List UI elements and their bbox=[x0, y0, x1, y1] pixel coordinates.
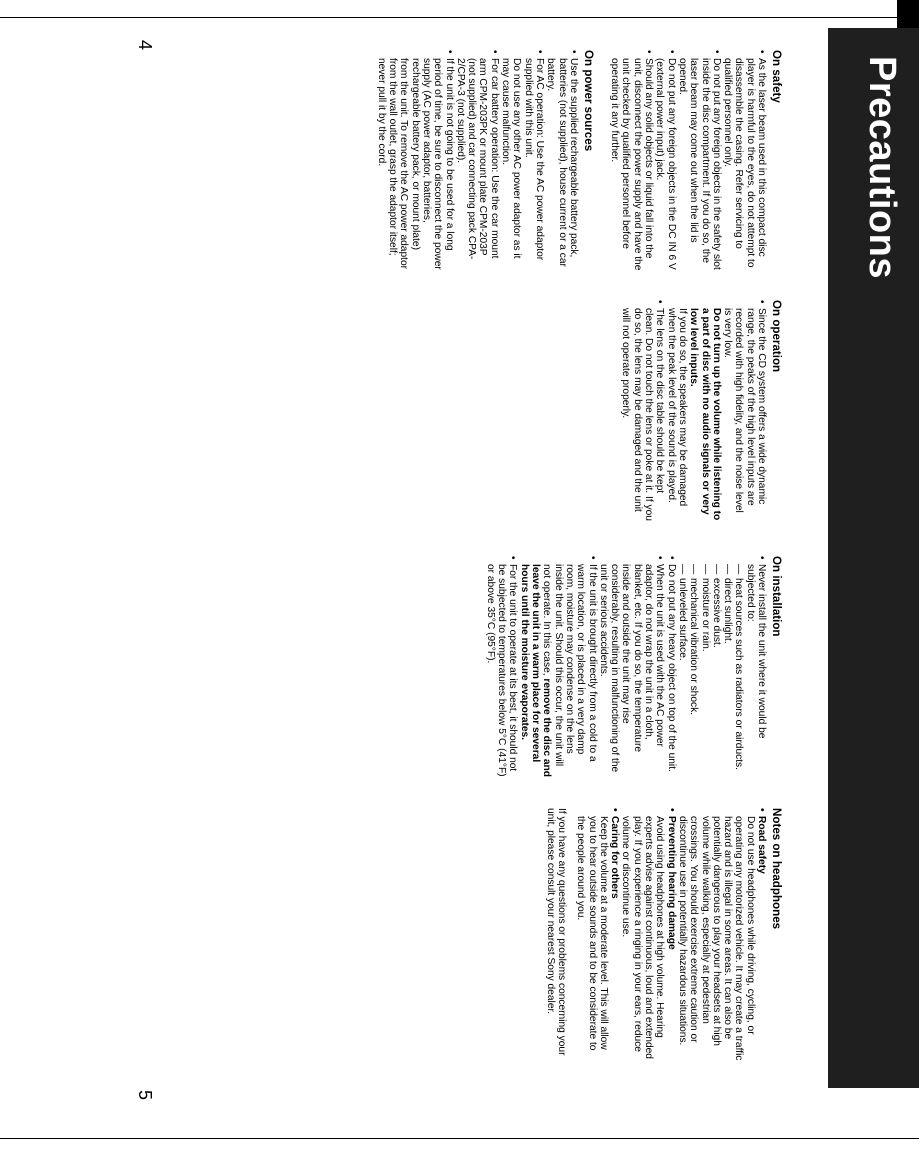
column-safety-power bbox=[376, 50, 784, 272]
headphones-paragraph: Do not use headphones while driving, cycling, or operating any motorized vehicle. It may create a traffic hazard and is illegal in some areas. It can also be potentially dangerous to play your headsets at high volume while walking, especially at pedestrian crossings. You should exercise extreme caution or discontinue use in potentially hazardous situations. bbox=[676, 816, 756, 1061]
column-operation bbox=[620, 300, 783, 522]
power-paragraph: • For AC operation: Use the AC power adaptor supplied with this unit. bbox=[522, 50, 545, 272]
headphones-paragraph: Keep the volume at a moderate level. This will allow you to hear outside sounds and to be considerate to the people around you. bbox=[575, 816, 609, 1051]
installation-paragraph: • Never install the unit where it would be subjected to: bbox=[744, 556, 767, 778]
power-paragraph: • For car battery operation: Use the car mount arm CPM-203PK or mount plate CPM-203P (not supplied) and car connecting pack CPA-2/CPA-3 (not supplied). bbox=[455, 50, 500, 272]
installation-list-item: — unleveled surface. bbox=[677, 556, 688, 778]
section-heading-operation: On operation bbox=[770, 300, 783, 373]
page-number-left: 4 bbox=[135, 40, 155, 51]
section-heading-headphones: Notes on headphones bbox=[770, 808, 783, 930]
installation-list-item: — heat sources such as radiators or airducts. bbox=[733, 556, 744, 778]
section-heading-installation: On installation bbox=[770, 556, 783, 637]
page-number-right: 5 bbox=[135, 1090, 155, 1101]
section-heading-safety: On safety bbox=[770, 50, 783, 103]
operation-warning: Do not turn up the volume while listening to a part of disc with no audio signals or very low level inputs. bbox=[688, 308, 722, 521]
subheading-hearing-damage: • Preventing hearing damage bbox=[665, 808, 676, 1066]
installation-text: If the unit is brought directly from a cold to a warm location, or is placed in a very damp room, moisture may condense on the lens inside the unit. Should this occur, the unit will not operate. In this case, bbox=[541, 564, 598, 767]
installation-list-item: — direct sunlight. bbox=[722, 556, 733, 778]
headphones-paragraph: Avoid using headphones at high volume. Hearing experts advise against continuous, loud and extended play. If you experience a ringing in your ears, reduce volume or discontinue use. bbox=[620, 816, 666, 1059]
safety-paragraph: • Do not put any foreign objects in the DC IN 6 V (external power input) jack. bbox=[654, 50, 677, 272]
safety-paragraph: • As the laser beam used in this compact disc player is harmful to the eyes, do not attempt to disassemble the casing. Refer servicing to qualified personnel only. bbox=[722, 50, 767, 272]
installation-list-item: — excessive dust. bbox=[711, 556, 722, 778]
safety-paragraph: • Should any solid objects or liquid fall into the unit, disconnect the power supply and have the unit checked by qualified personnel before operating it any further. bbox=[609, 50, 654, 272]
closing-note: If you have any questions or problems concerning your unit, please consult your nearest Sony dealer. bbox=[544, 808, 567, 1056]
power-paragraph: Do not use any other AC power adaptor as it may cause malfunction. bbox=[500, 58, 523, 259]
title-banner bbox=[828, 28, 919, 1088]
page-title: Precautions bbox=[861, 56, 903, 280]
safety-paragraph: • Do not put any foreign objects in the safety slot inside the disc compartment. If you do so, the laser beam may come out when the lid is opened. bbox=[677, 50, 722, 272]
column-headphones bbox=[544, 808, 783, 1066]
operation-paragraph: • The lens on the disc table should be kept clean. Do not touch the lens or poke at it. If you do so, the lens may be damaged and the unit will not operate properly. bbox=[620, 300, 665, 522]
installation-list-item: — moisture or rain. bbox=[699, 556, 710, 778]
installation-paragraph bbox=[518, 556, 597, 778]
installation-paragraph: • When the unit is used with the AC power adaptor, do not wrap the unit in a cloth, blanket, etc. If you do so, the temperature inside and outside the unit may rise considerably, resulting in malfunctioning of the unit or serious accidents. bbox=[598, 556, 666, 778]
operation-paragraph: • Since the CD system offers a wide dynamic range, the peaks of the high level inputs are recorded with high fidelity, and the noise level is very low. bbox=[722, 300, 767, 522]
operation-paragraph: If you do so, the speakers may be damaged when the peak level of the sound is played. bbox=[665, 308, 688, 507]
installation-paragraph: • For the unit to operate at its best, it should not be subjected to temperatures below 5°C (41°F) or above 35°C (95°F). bbox=[485, 556, 519, 778]
installation-list-item: — mechanical vibration or shock. bbox=[688, 556, 699, 778]
column-installation bbox=[485, 556, 783, 778]
power-paragraph: • If the unit is not going to be used for a long period of time, be sure to disconnect the power supply (AC power adaptor, batteries, rechargeable battery pack, or mount plate) from the unit. To remove the AC power adaptor from the wall outlet, grasp the adaptor itself; never pull it by the cord. bbox=[376, 50, 455, 272]
installation-warning: remove the disc and leave the unit in a warm place for several hours until the moisture evaporates. bbox=[518, 564, 553, 777]
section-heading-power: On power sources bbox=[581, 50, 595, 152]
subheading-road-safety: • Road safety bbox=[756, 808, 767, 1066]
subheading-caring-others: • Caring for others bbox=[609, 808, 620, 1066]
power-paragraph: • Use the supplied rechargeable battery pack, batteries (not supplied), house current or a car battery. bbox=[545, 50, 579, 272]
installation-paragraph: • Do not put any heavy object on top of the unit. bbox=[665, 556, 676, 778]
